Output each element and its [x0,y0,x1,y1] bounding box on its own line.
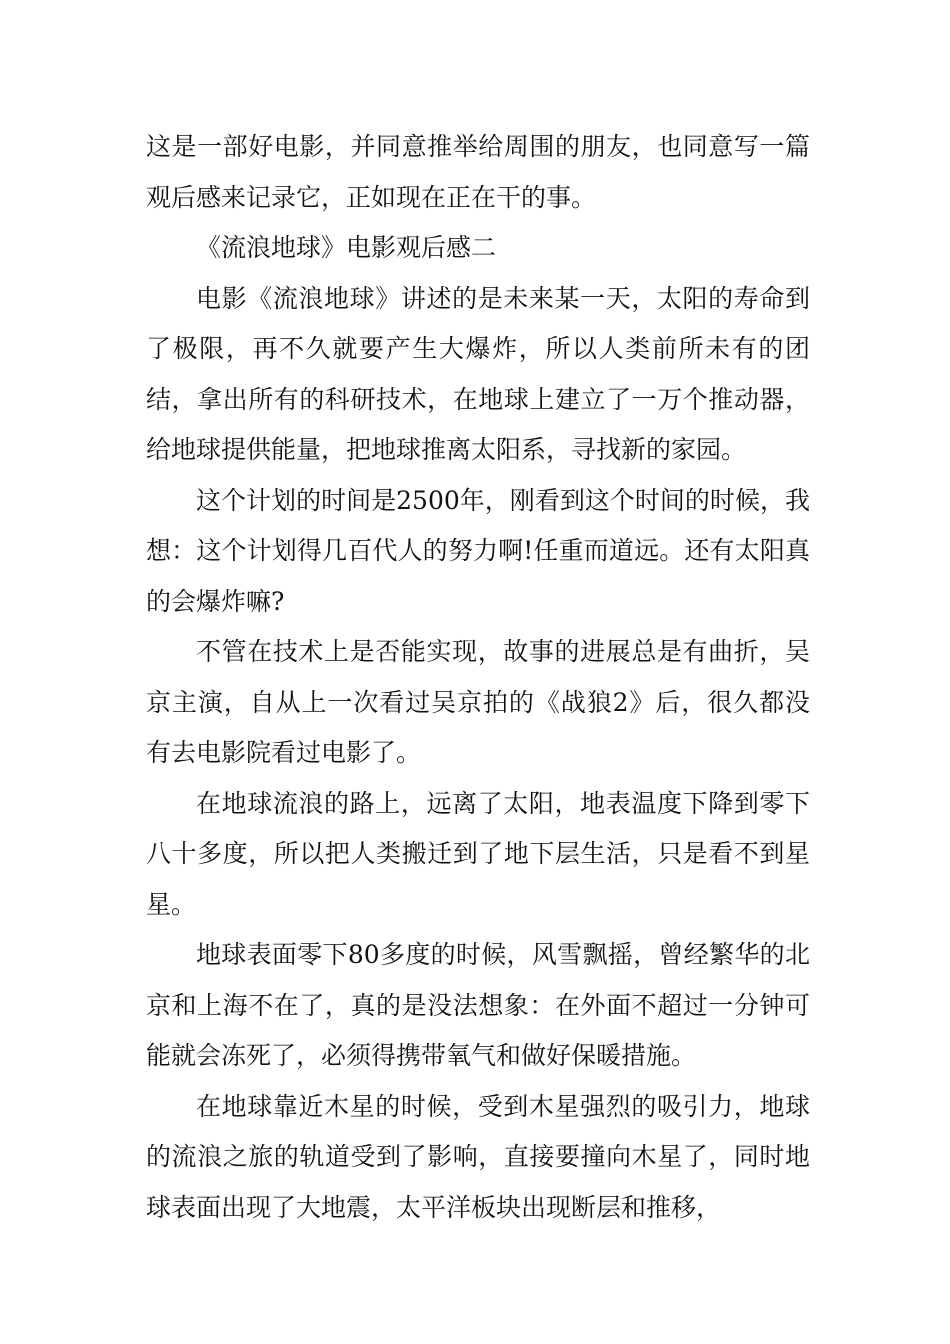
section-heading: 《流浪地球》电影观后感二 [196,233,497,262]
paragraph: 这个计划的时间是2500年，刚看到这个时间的时候，我想：这个计划得几百代人的努力啊!任重而道远。还有太阳真的会爆炸嘛? [146,485,810,616]
paragraph: 在地球靠近木星的时候，受到木星强烈的吸引力，地球的流浪之旅的轨道受到了影响，直接要撞向木星了，同时地球表面出现了大地震，太平洋板块出现断层和推移， [146,1091,810,1222]
paragraph: 地球表面零下80多度的时候，风雪飘摇，曾经繁华的北京和上海不在了，真的是没法想象：在外面不超过一分钟可能就会冻死了，必须得携带氧气和做好保暖措施。 [146,940,810,1070]
document-body [146,122,810,1233]
paragraph: 不管在技术上是否能实现，故事的进展总是有曲折，吴京主演，自从上一次看过吴京拍的《战狼2》后，很久都没有去电影院看过电影了。 [146,637,810,767]
paragraph-continued: 这是一部好电影，并同意推举给周围的朋友，也同意写一篇观后感来记录它，正如现在正在干的事。 [146,132,810,212]
paragraph: 电影《流浪地球》讲述的是未来某一天，太阳的寿命到了极限，再不久就要产生大爆炸，所以人类前所未有的团结，拿出所有的科研技术，在地球上建立了一万个推动器，给地球提供能量，把地球推离太阳系，寻找新的家园。 [146,283,810,464]
paragraph: 在地球流浪的路上，远离了太阳，地表温度下降到零下八十多度，所以把人类搬迁到了地下层生活，只是看不到星星。 [146,788,810,919]
